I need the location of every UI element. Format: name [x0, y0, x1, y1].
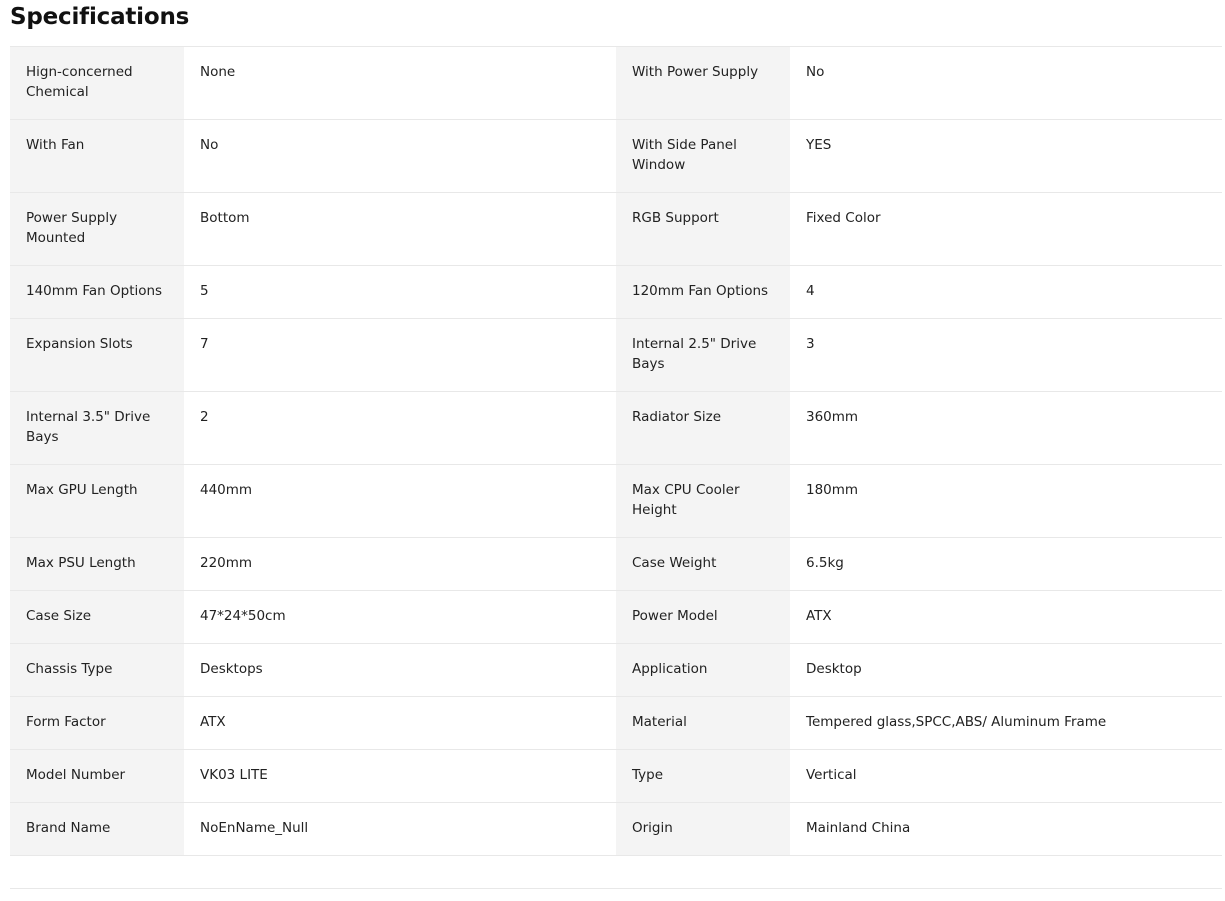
spec-row — [10, 750, 1222, 803]
spec-key: Case Weight — [616, 538, 790, 590]
spec-key: Form Factor — [10, 697, 184, 749]
spec-key: Max GPU Length — [10, 465, 184, 537]
spec-key: Max PSU Length — [10, 538, 184, 590]
spec-value: 2 — [184, 392, 616, 464]
spec-value: None — [184, 47, 616, 119]
spec-value: 220mm — [184, 538, 616, 590]
spec-value: ATX — [184, 697, 616, 749]
spec-value: Bottom — [184, 193, 616, 265]
spec-key: Internal 2.5" Drive Bays — [616, 319, 790, 391]
spec-key: Application — [616, 644, 790, 696]
specifications-section — [10, 0, 1222, 856]
spec-row — [10, 319, 1222, 392]
spec-key: Power Model — [616, 591, 790, 643]
spec-value: 6.5kg — [790, 538, 1222, 590]
spec-row — [10, 538, 1222, 591]
spec-row — [10, 47, 1222, 120]
spec-value: VK03 LITE — [184, 750, 616, 802]
section-title: Specifications — [10, 4, 190, 30]
spec-value: Fixed Color — [790, 193, 1222, 265]
section-divider — [10, 888, 1222, 889]
spec-key: Expansion Slots — [10, 319, 184, 391]
spec-key: Type — [616, 750, 790, 802]
spec-value: Vertical — [790, 750, 1222, 802]
spec-value: No — [790, 47, 1222, 119]
spec-key: Internal 3.5" Drive Bays — [10, 392, 184, 464]
spec-key: Model Number — [10, 750, 184, 802]
spec-key: Radiator Size — [616, 392, 790, 464]
spec-value: Desktop — [790, 644, 1222, 696]
spec-key: Case Size — [10, 591, 184, 643]
spec-row — [10, 465, 1222, 538]
spec-key: 120mm Fan Options — [616, 266, 790, 318]
spec-row — [10, 193, 1222, 266]
spec-key: Power Supply Mounted — [10, 193, 184, 265]
spec-value: 5 — [184, 266, 616, 318]
spec-key: Material — [616, 697, 790, 749]
spec-value: 360mm — [790, 392, 1222, 464]
spec-key: Max CPU Cooler Height — [616, 465, 790, 537]
spec-value: YES — [790, 120, 1222, 192]
spec-value: NoEnName_Null — [184, 803, 616, 855]
spec-key: RGB Support — [616, 193, 790, 265]
spec-key: Chassis Type — [10, 644, 184, 696]
spec-row — [10, 591, 1222, 644]
spec-value: Tempered glass,SPCC,ABS/ Aluminum Frame — [790, 697, 1222, 749]
spec-row — [10, 266, 1222, 319]
specs-table — [10, 46, 1222, 856]
spec-key: Brand Name — [10, 803, 184, 855]
spec-key: With Power Supply — [616, 47, 790, 119]
spec-value: 4 — [790, 266, 1222, 318]
spec-value: 7 — [184, 319, 616, 391]
spec-key: With Fan — [10, 120, 184, 192]
spec-value: 180mm — [790, 465, 1222, 537]
spec-key: Hign-concerned Chemical — [10, 47, 184, 119]
spec-value: 47*24*50cm — [184, 591, 616, 643]
spec-value: No — [184, 120, 616, 192]
spec-row — [10, 697, 1222, 750]
spec-value: 3 — [790, 319, 1222, 391]
spec-key: With Side Panel Window — [616, 120, 790, 192]
spec-value: ATX — [790, 591, 1222, 643]
spec-row — [10, 120, 1222, 193]
spec-value: Mainland China — [790, 803, 1222, 855]
spec-value: Desktops — [184, 644, 616, 696]
spec-row — [10, 392, 1222, 465]
spec-row — [10, 803, 1222, 856]
spec-row — [10, 644, 1222, 697]
spec-key: Origin — [616, 803, 790, 855]
spec-value: 440mm — [184, 465, 616, 537]
spec-key: 140mm Fan Options — [10, 266, 184, 318]
